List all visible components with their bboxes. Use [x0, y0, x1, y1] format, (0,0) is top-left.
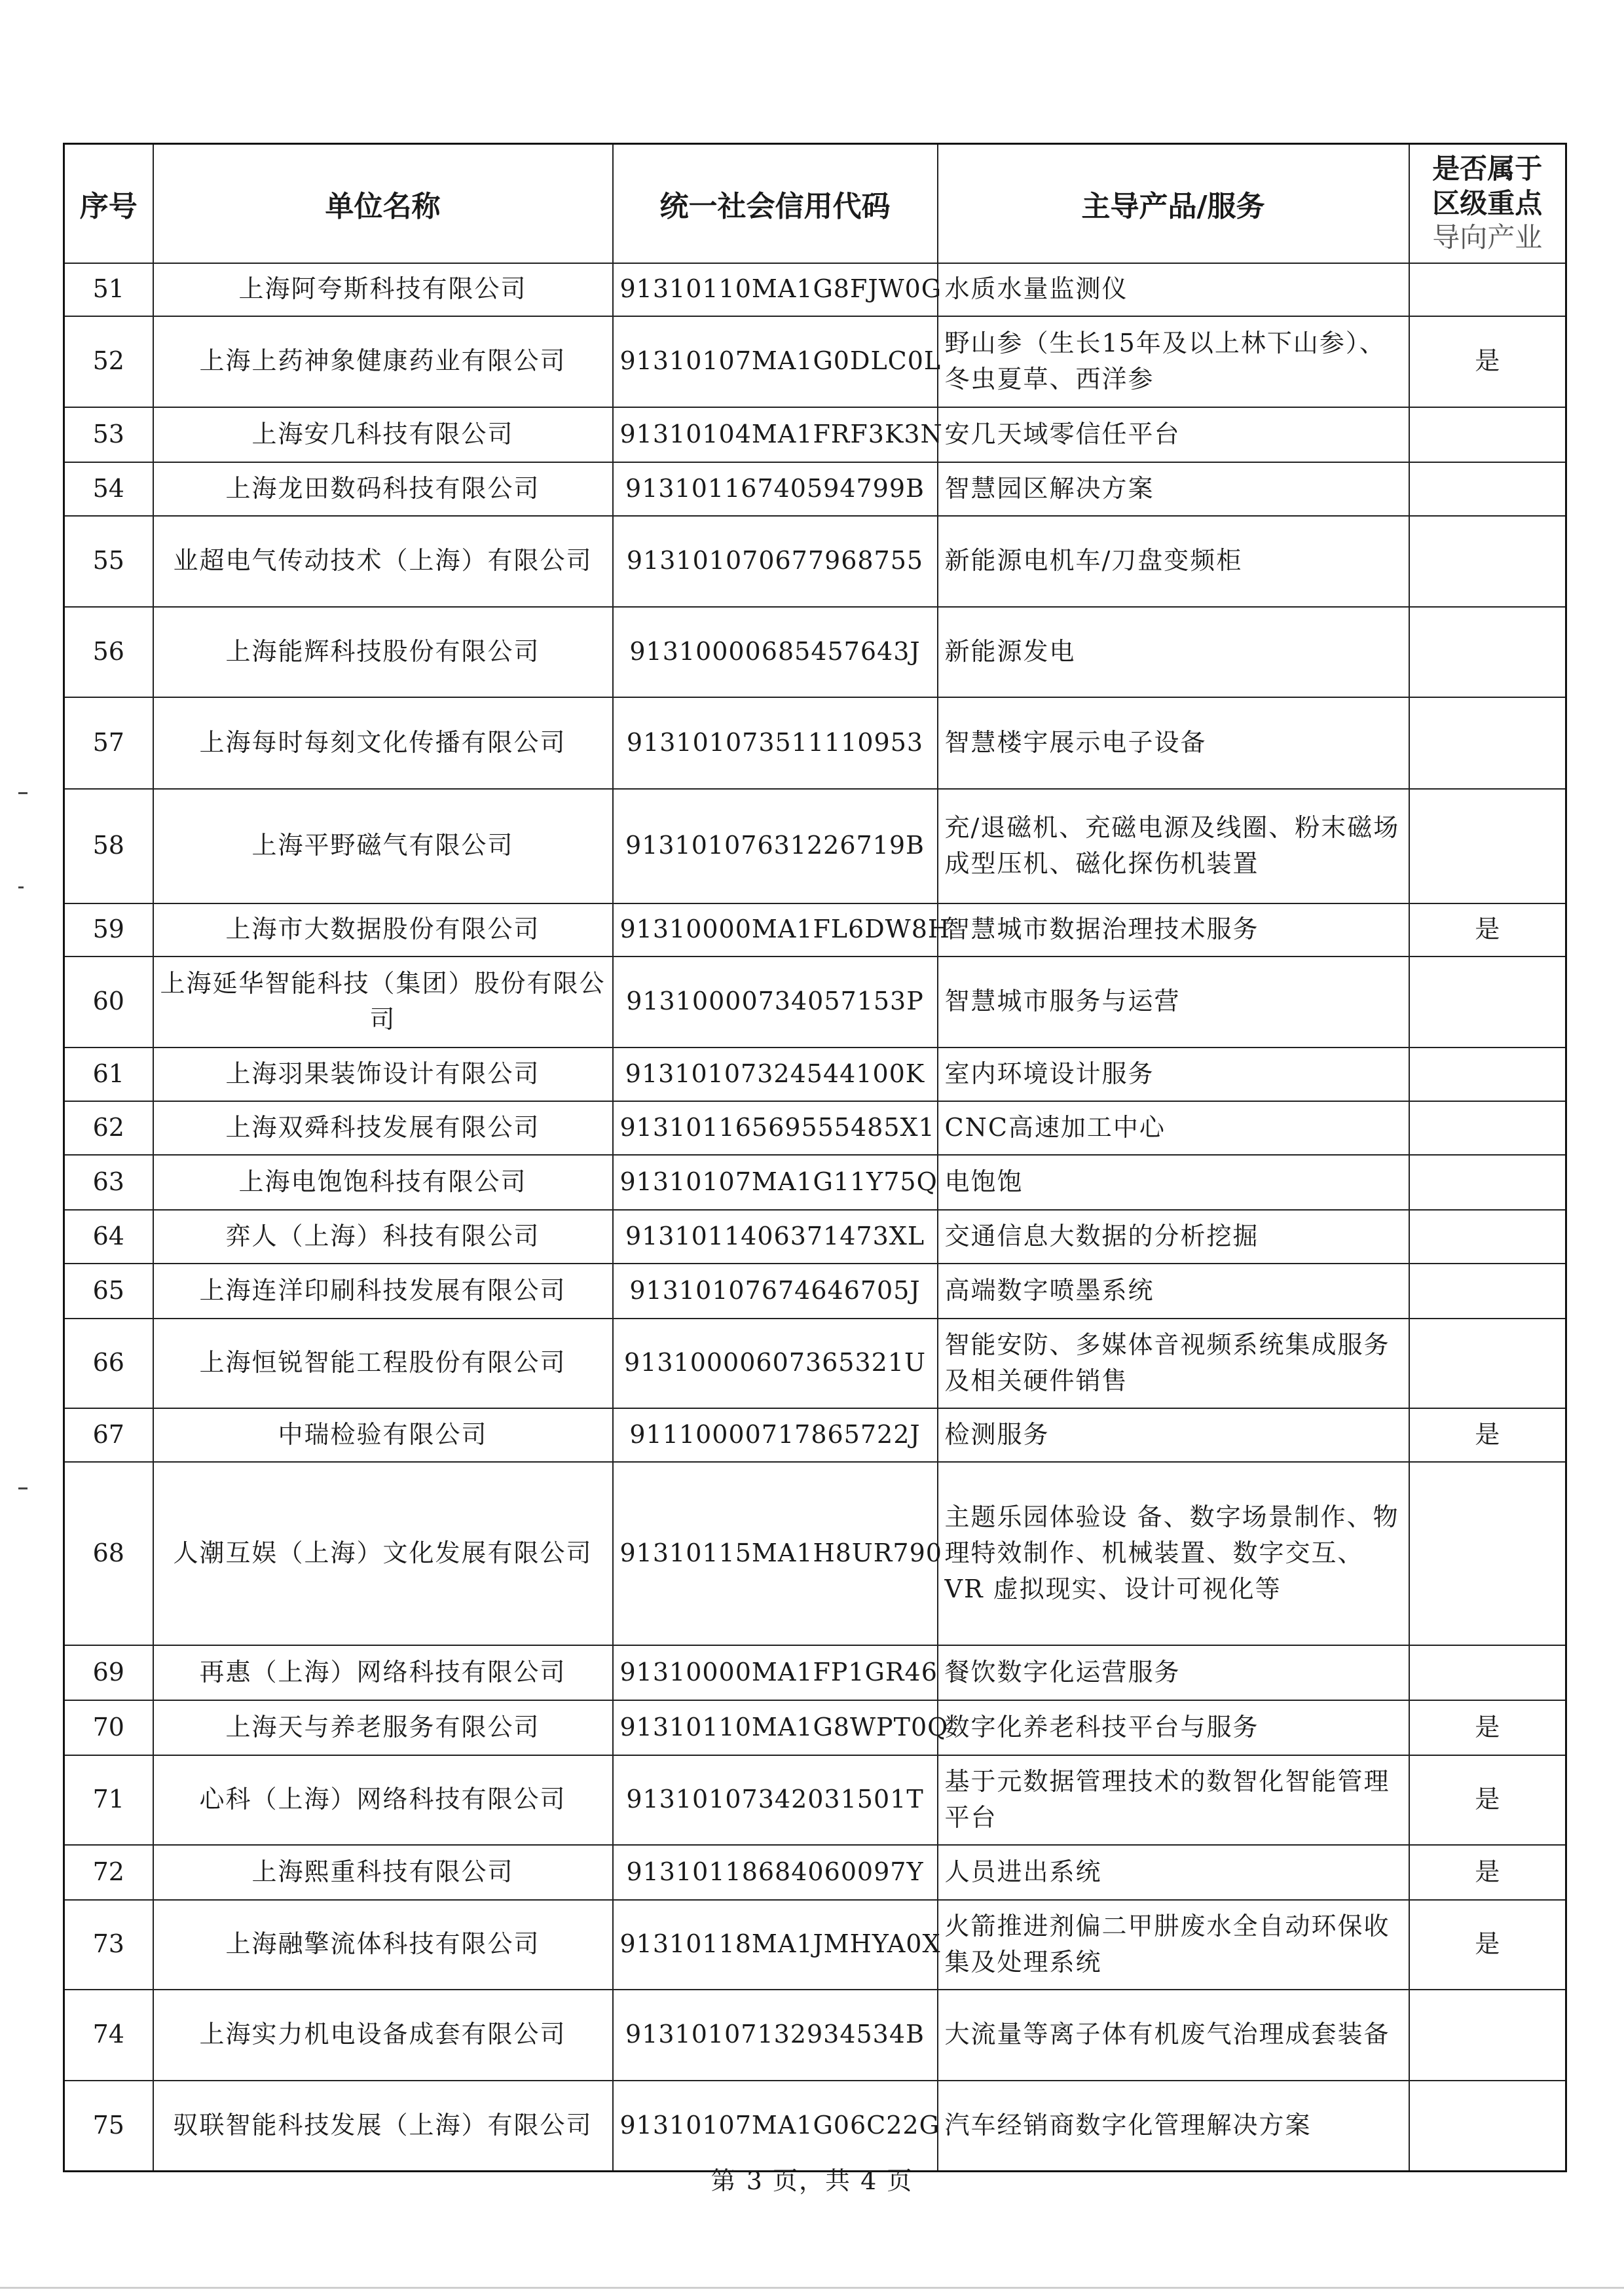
header-row — [64, 144, 1566, 263]
row-number: 71 — [64, 1755, 153, 1845]
company-name: 上海羽果装饰设计有限公司 — [153, 1048, 613, 1101]
edge-mark — [18, 886, 24, 888]
credit-code: 91310116569555485X1 — [613, 1101, 938, 1155]
company-name: 上海连洋印刷科技发展有限公司 — [153, 1264, 613, 1319]
table-row — [64, 957, 1566, 1048]
key-industry-flag — [1409, 2081, 1566, 2172]
table-row — [64, 789, 1566, 903]
row-number: 63 — [64, 1155, 153, 1210]
table-row — [64, 462, 1566, 516]
main-product: 数字化养老科技平台与服务 — [938, 1700, 1409, 1755]
credit-code: 91310000685457643J — [613, 607, 938, 697]
credit-code: 913101073511110953 — [613, 697, 938, 789]
company-name: 上海双舜科技发展有限公司 — [153, 1101, 613, 1155]
company-name: 上海平野磁气有限公司 — [153, 789, 613, 903]
company-name: 上海市大数据股份有限公司 — [153, 903, 613, 957]
main-product: 智慧园区解决方案 — [938, 462, 1409, 516]
key-industry-flag: 是 — [1409, 1408, 1566, 1462]
credit-code: 91110000717865722J — [613, 1408, 938, 1462]
credit-code: 91310115MA1H8UR790 — [613, 1462, 938, 1645]
main-product: CNC高速加工中心 — [938, 1101, 1409, 1155]
table-row — [64, 1101, 1566, 1155]
main-product: 人员进出系统 — [938, 1845, 1409, 1900]
credit-code: 91310000MA1FP1GR46 — [613, 1645, 938, 1700]
header-name: 单位名称 — [153, 144, 613, 263]
credit-code: 91310107631226719B — [613, 789, 938, 903]
table-row — [64, 1462, 1566, 1645]
table-row — [64, 263, 1566, 316]
table-row — [64, 1700, 1566, 1755]
table-header — [64, 144, 1566, 263]
row-number: 72 — [64, 1845, 153, 1900]
main-product: 水质水量监测仪 — [938, 263, 1409, 316]
company-name: 上海实力机电设备成套有限公司 — [153, 1990, 613, 2081]
main-product: 基于元数据管理技术的数智化智能管理平台 — [938, 1755, 1409, 1845]
main-product: 汽车经销商数字化管理解决方案 — [938, 2081, 1409, 2172]
key-industry-flag: 是 — [1409, 1700, 1566, 1755]
table-row — [64, 903, 1566, 957]
company-name: 上海阿夸斯科技有限公司 — [153, 263, 613, 316]
table-row — [64, 1900, 1566, 1990]
credit-code: 91310110MA1G8FJW0G — [613, 263, 938, 316]
company-name: 上海安几科技有限公司 — [153, 407, 613, 462]
company-name: 上海上药神象健康药业有限公司 — [153, 316, 613, 407]
main-product: 安几天域零信任平台 — [938, 407, 1409, 462]
table-row — [64, 1990, 1566, 2081]
company-name: 再惠（上海）网络科技有限公司 — [153, 1645, 613, 1700]
company-name: 上海每时每刻文化传播有限公司 — [153, 697, 613, 789]
credit-code: 913101070677968755 — [613, 516, 938, 607]
company-name: 上海电饱饱科技有限公司 — [153, 1155, 613, 1210]
credit-code: 9131011674059479​9B — [613, 462, 938, 516]
row-number: 70 — [64, 1700, 153, 1755]
row-number: 57 — [64, 697, 153, 789]
main-product: 智慧城市数据治理技术服务 — [938, 903, 1409, 957]
company-name: 上海天与养老服务有限公司 — [153, 1700, 613, 1755]
main-product: 主题乐园体验设 备、数字场景制作、物理特效制作、机械装置、数字交互、VR 虚拟现实、设计可视化等 — [938, 1462, 1409, 1645]
company-name: 上海能辉科技股份有限公司 — [153, 607, 613, 697]
credit-code: 91310107674646705J — [613, 1264, 938, 1319]
key-industry-flag — [1409, 1264, 1566, 1319]
key-industry-flag: 是 — [1409, 903, 1566, 957]
table-row — [64, 1264, 1566, 1319]
row-number: 51 — [64, 263, 153, 316]
header-flag-line1: 是否属于 — [1432, 153, 1543, 185]
table-row — [64, 2081, 1566, 2172]
company-name: 上海融擎流体科技有限公司 — [153, 1900, 613, 1990]
table-row — [64, 607, 1566, 697]
main-product: 交通信息大数据的分析挖掘 — [938, 1210, 1409, 1264]
row-number: 53 — [64, 407, 153, 462]
credit-code: 91310000MA1FL6DW8H — [613, 903, 938, 957]
company-name: 弈人（上海）科技有限公司 — [153, 1210, 613, 1264]
main-product: 新能源发电 — [938, 607, 1409, 697]
table-row — [64, 1755, 1566, 1845]
table-row — [64, 1845, 1566, 1900]
credit-code: 91310107MA1G0DLC0L — [613, 316, 938, 407]
company-name: 驭联智能科技发展（上海）有限公司 — [153, 2081, 613, 2172]
main-product: 智能安防、多媒体音视频系统集成服务及相关硬件销售 — [938, 1319, 1409, 1408]
company-name: 上海延华智能科技（集团）股份有限公司 — [153, 957, 613, 1048]
key-industry-flag: 是 — [1409, 1755, 1566, 1845]
edge-mark — [18, 792, 28, 794]
key-industry-flag — [1409, 1645, 1566, 1700]
main-product: 电饱饱 — [938, 1155, 1409, 1210]
table-row — [64, 1048, 1566, 1101]
row-number: 69 — [64, 1645, 153, 1700]
table-row — [64, 1155, 1566, 1210]
table-row — [64, 407, 1566, 462]
company-name: 中瑞检验有限公司 — [153, 1408, 613, 1462]
page-number: 第 3 页，共 4 页 — [710, 2166, 913, 2195]
key-industry-flag — [1409, 263, 1566, 316]
company-name: 上海恒锐智能工程股份有限公司 — [153, 1319, 613, 1408]
company-name: 上海龙田数码科技有限公司 — [153, 462, 613, 516]
header-flag-line2: 区级重点 — [1432, 187, 1543, 219]
enterprise-table — [63, 143, 1567, 2172]
key-industry-flag — [1409, 462, 1566, 516]
table-body — [64, 263, 1566, 2172]
key-industry-flag — [1409, 607, 1566, 697]
key-industry-flag — [1409, 697, 1566, 789]
row-number: 66 — [64, 1319, 153, 1408]
credit-code: 91310107MA1G11Y75Q — [613, 1155, 938, 1210]
table-row — [64, 697, 1566, 789]
row-number: 55 — [64, 516, 153, 607]
row-number: 61 — [64, 1048, 153, 1101]
key-industry-flag — [1409, 1210, 1566, 1264]
row-number: 59 — [64, 903, 153, 957]
row-number: 68 — [64, 1462, 153, 1645]
page-divider — [0, 2287, 1624, 2289]
table-row — [64, 1319, 1566, 1408]
main-product: 新能源电机车/刀盘变频柜 — [938, 516, 1409, 607]
company-name: 上海熙重科技有限公司 — [153, 1845, 613, 1900]
row-number: 67 — [64, 1408, 153, 1462]
key-industry-flag — [1409, 1155, 1566, 1210]
main-product: 餐饮数字化运营服务 — [938, 1645, 1409, 1700]
credit-code: 91310107342031501T — [613, 1755, 938, 1845]
credit-code: 913101140637147​3XL — [613, 1210, 938, 1264]
table-row — [64, 1645, 1566, 1700]
credit-code: 91310000607365321U — [613, 1319, 938, 1408]
credit-code: 91310107MA1G06C22G — [613, 2081, 938, 2172]
main-product: 智慧楼宇展示电子设备 — [938, 697, 1409, 789]
table-row — [64, 1408, 1566, 1462]
credit-code: 91310107324544100K — [613, 1048, 938, 1101]
row-number: 64 — [64, 1210, 153, 1264]
row-number: 74 — [64, 1990, 153, 2081]
main-product: 大流量等离子体有机废气治理成套装备 — [938, 1990, 1409, 2081]
credit-code: 91310000734057153P — [613, 957, 938, 1048]
company-name: 心科（上海）网络科技有限公司 — [153, 1755, 613, 1845]
header-no: 序号 — [64, 144, 153, 263]
row-number: 65 — [64, 1264, 153, 1319]
key-industry-flag — [1409, 407, 1566, 462]
key-industry-flag — [1409, 1101, 1566, 1155]
main-product: 火箭推进剂偏二甲肼废水全自动环保收集及处理系统 — [938, 1900, 1409, 1990]
table-row — [64, 516, 1566, 607]
main-product: 室内环境设计服务 — [938, 1048, 1409, 1101]
key-industry-flag: 是 — [1409, 1845, 1566, 1900]
header-flag — [1409, 144, 1566, 263]
company-name: 业超电气传动技术（上海）有限公司 — [153, 516, 613, 607]
table-row — [64, 316, 1566, 407]
credit-code: 91310118MA1JMHYA0X — [613, 1900, 938, 1990]
main-product: 野山参（生长15年及以上林下山参）、冬虫夏草、西洋参 — [938, 316, 1409, 407]
company-name: 人潮互娱（上海）文化发展有限公司 — [153, 1462, 613, 1645]
row-number: 60 — [64, 957, 153, 1048]
main-product: 检测服务 — [938, 1408, 1409, 1462]
row-number: 54 — [64, 462, 153, 516]
header-code: 统一社会信用代码 — [613, 144, 938, 263]
key-industry-flag — [1409, 957, 1566, 1048]
main-product: 智慧城市服务与运营 — [938, 957, 1409, 1048]
key-industry-flag: 是 — [1409, 316, 1566, 407]
table-row — [64, 1210, 1566, 1264]
row-number: 73 — [64, 1900, 153, 1990]
header-flag-line3: 导向产业 — [1432, 221, 1543, 253]
main-product: 高端数字喷墨系统 — [938, 1264, 1409, 1319]
row-number: 56 — [64, 607, 153, 697]
key-industry-flag — [1409, 789, 1566, 903]
key-industry-flag — [1409, 1990, 1566, 2081]
edge-mark — [18, 1487, 28, 1489]
row-number: 75 — [64, 2081, 153, 2172]
key-industry-flag — [1409, 1462, 1566, 1645]
row-number: 58 — [64, 789, 153, 903]
key-industry-flag — [1409, 1319, 1566, 1408]
credit-code: 91310104MA1FRF3K3N — [613, 407, 938, 462]
row-number: 52 — [64, 316, 153, 407]
key-industry-flag — [1409, 1048, 1566, 1101]
row-number: 62 — [64, 1101, 153, 1155]
credit-code: 91310107132934534B — [613, 1990, 938, 2081]
key-industry-flag: 是 — [1409, 1900, 1566, 1990]
credit-code: 91310118684060097Y — [613, 1845, 938, 1900]
key-industry-flag — [1409, 516, 1566, 607]
main-product: 充/退磁机、充磁电源及线圈、粉末磁场成型压机、磁化探伤机装置 — [938, 789, 1409, 903]
header-product: 主导产品/服务 — [938, 144, 1409, 263]
credit-code: 91310110MA1G8WPT0Q — [613, 1700, 938, 1755]
